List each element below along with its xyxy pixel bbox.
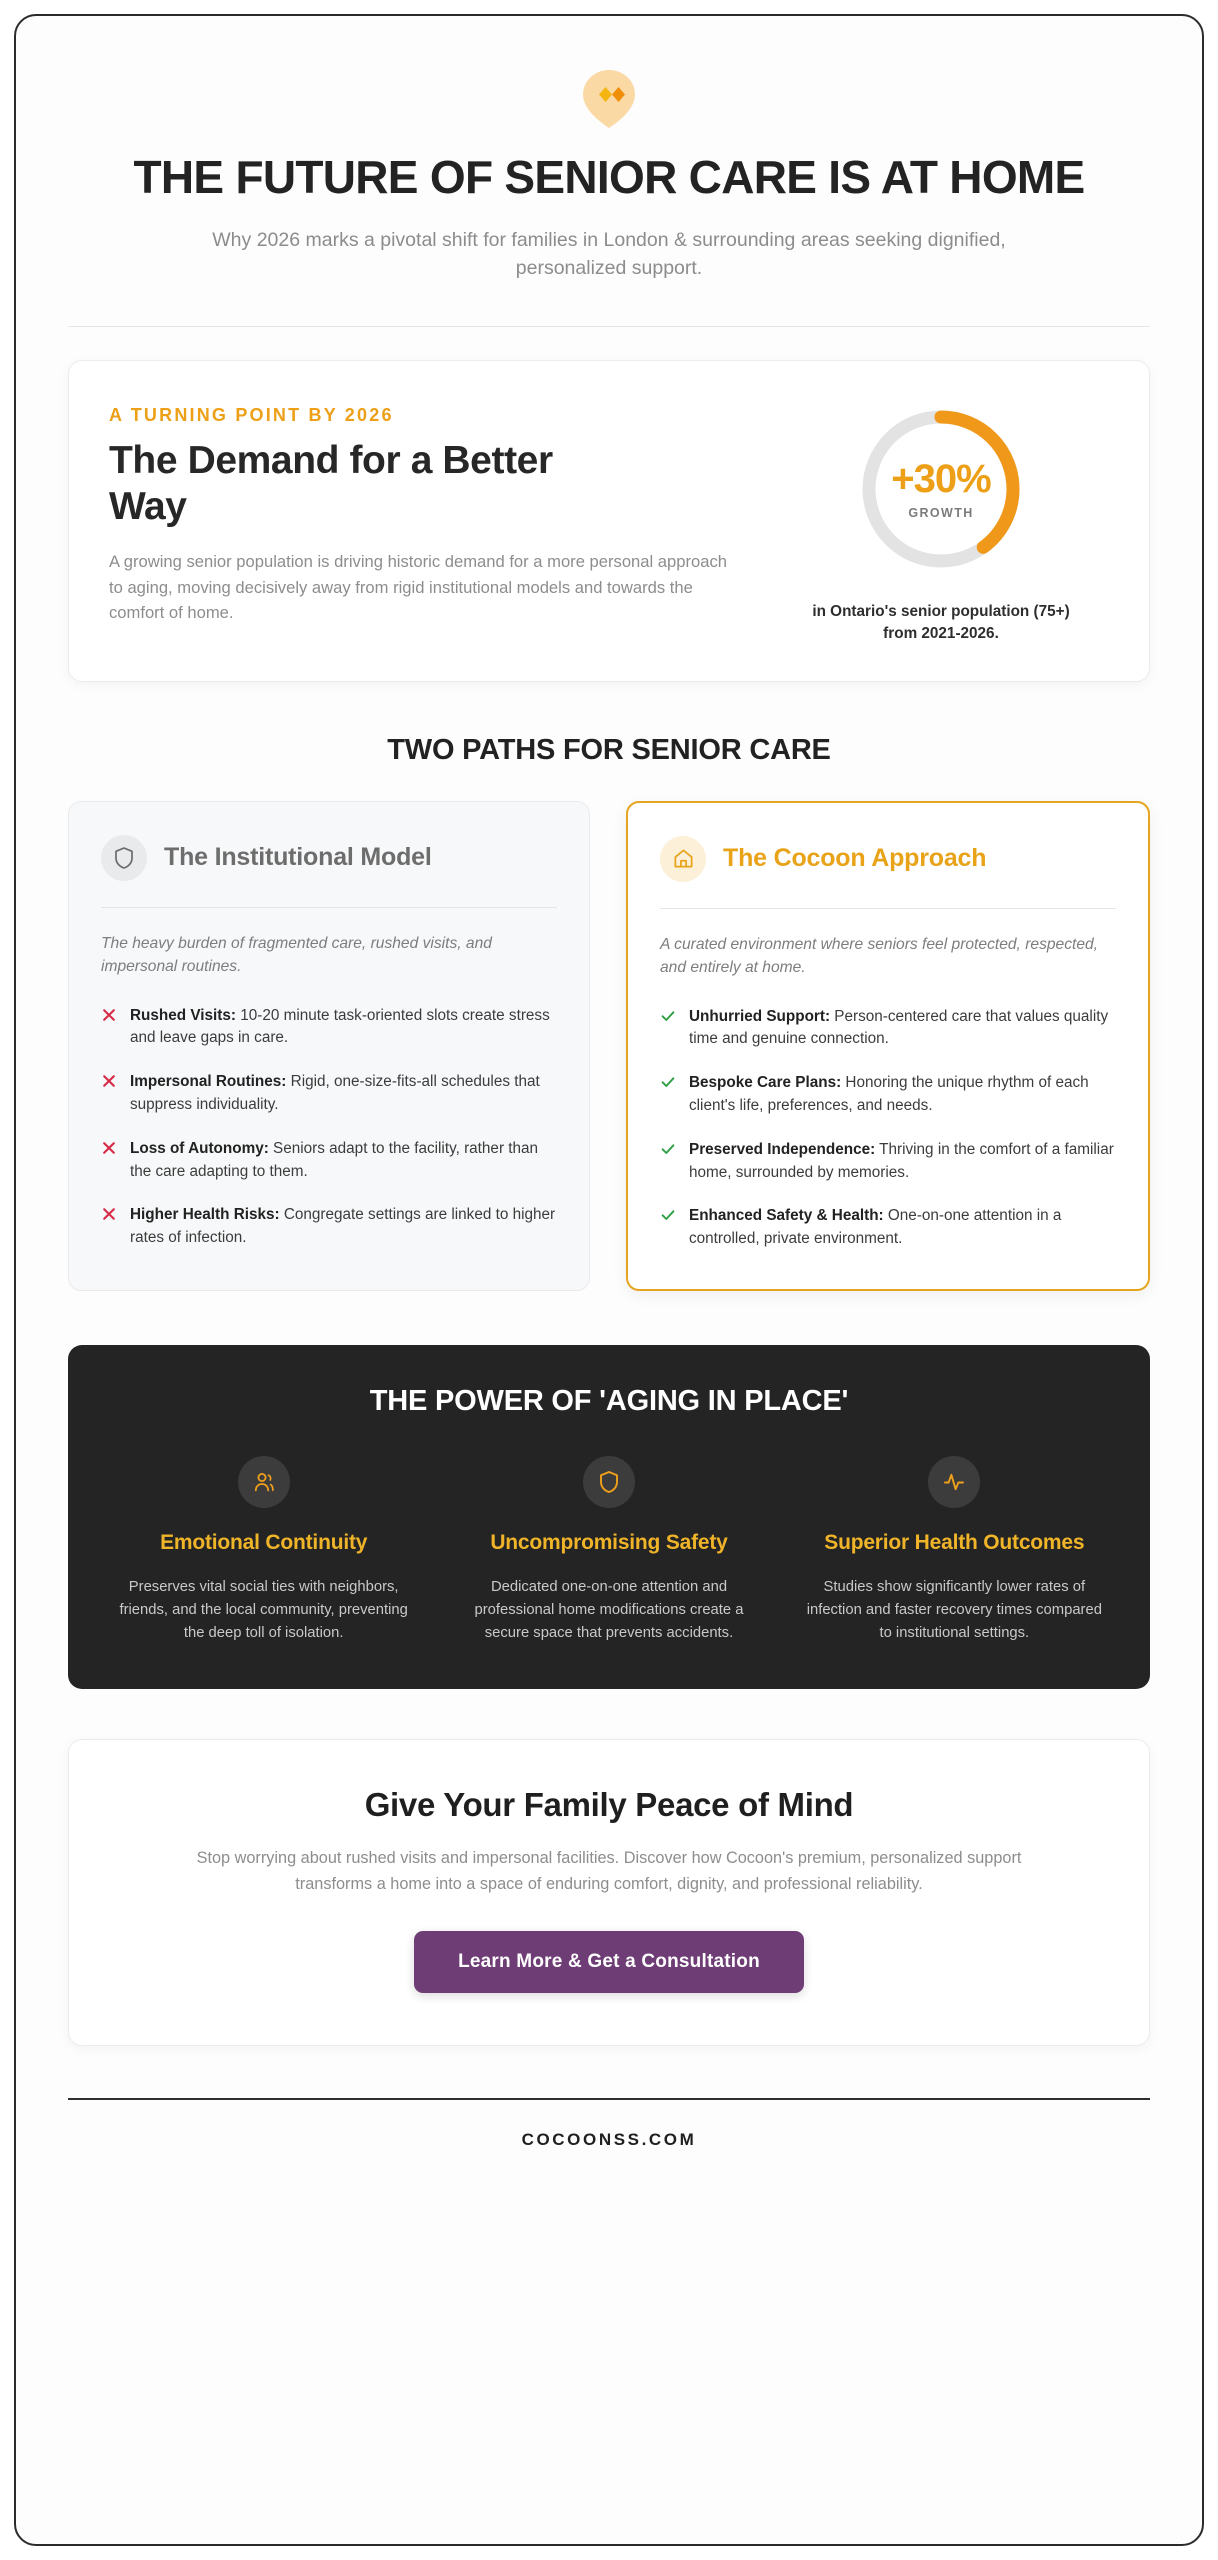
turning-point-heading: The Demand for a Better Way	[109, 439, 553, 528]
list-item-text: Rigid, one-size-fits-all schedules that suppress individuality.	[130, 1073, 540, 1114]
list-item	[660, 1072, 1116, 1118]
list-item-label: Rushed Visits:	[130, 1006, 236, 1024]
path-card-list	[660, 1006, 1116, 1251]
list-item	[101, 1071, 557, 1117]
growth-value: +30%	[891, 456, 991, 501]
pillar-emotional-continuity	[102, 1456, 425, 1645]
paths-row	[68, 801, 1150, 1291]
path-card-lede: The heavy burden of fragmented care, rushed visits, and impersonal routines.	[101, 934, 492, 976]
path-card-institutional	[68, 801, 590, 1291]
growth-caption: in Ontario's senior population (75+) from 2021-2026.	[812, 603, 1070, 643]
pillar-title: Emotional Continuity	[160, 1530, 368, 1554]
list-item	[660, 1006, 1116, 1052]
list-item-label: Enhanced Safety & Health:	[689, 1207, 884, 1225]
growth-label: GROWTH	[908, 505, 974, 520]
header-divider	[68, 326, 1150, 327]
list-item-label: Loss of Autonomy:	[130, 1139, 269, 1157]
list-item-label: Impersonal Routines:	[130, 1073, 287, 1091]
cocoon-teardrop-logo-icon	[581, 68, 637, 130]
page-subtitle: Why 2026 marks a pivotal shift for families in London & surrounding areas seeking dignified, personalized support.	[212, 228, 1006, 279]
path-card-list	[101, 1005, 557, 1250]
turning-point-card	[68, 360, 1150, 681]
pillar-title: Uncompromising Safety	[490, 1530, 728, 1554]
header	[68, 16, 1150, 327]
power-section	[68, 1345, 1150, 1689]
cta-body: Stop worrying about rushed visits and impersonal facilities. Discover how Cocoon's premium, personalized support transforms a home into a space of enduring comfort, dignity, and professional reliability.	[196, 1849, 1022, 1893]
path-card-header	[101, 835, 557, 881]
path-card-lede: A curated environment where seniors feel protected, respected, and entirely at home.	[660, 935, 1099, 977]
cross-icon	[101, 1205, 117, 1223]
check-icon	[660, 1073, 676, 1091]
path-card-divider	[101, 907, 557, 908]
list-item-label: Preserved Independence:	[689, 1140, 876, 1158]
list-item	[101, 1204, 557, 1250]
logo	[68, 68, 1150, 130]
list-item-label: Higher Health Risks:	[130, 1206, 280, 1224]
footer-site: COCOONSS.COM	[521, 2130, 697, 2150]
users-icon	[238, 1456, 290, 1508]
activity-pulse-icon	[928, 1456, 980, 1508]
check-icon	[660, 1007, 676, 1025]
pillar-body: Preserves vital social ties with neighbors, friends, and the local community, preventing the deep toll of isolation.	[119, 1578, 408, 1642]
list-item	[660, 1205, 1116, 1251]
pillar-body: Studies show significantly lower rates of infection and faster recovery times compared to institutional settings.	[806, 1578, 1102, 1642]
list-item-text: One-on-one attention in a controlled, private environment.	[689, 1207, 1062, 1248]
list-item	[101, 1005, 557, 1051]
cta-title: Give Your Family Peace of Mind	[364, 1786, 854, 1824]
list-item-text: Honoring the unique rhythm of each client's life, preferences, and needs.	[689, 1074, 1089, 1115]
shield-icon	[583, 1456, 635, 1508]
list-item	[660, 1139, 1116, 1185]
path-card-cocoon	[626, 801, 1150, 1291]
consultation-button[interactable]: Learn More & Get a Consultation	[414, 1931, 804, 1993]
power-heading: THE POWER OF 'AGING IN PLACE'	[369, 1384, 849, 1417]
power-pillars	[102, 1456, 1116, 1645]
path-card-title: The Institutional Model	[164, 843, 432, 872]
check-icon	[660, 1206, 676, 1224]
cross-icon	[101, 1139, 117, 1157]
list-item-text: Seniors adapt to the facility, rather than the care adapting to them.	[130, 1139, 539, 1180]
list-item-text: Person-centered care that values quality time and genuine connection.	[689, 1007, 1109, 1048]
pillar-title: Superior Health Outcomes	[824, 1530, 1085, 1554]
cross-icon	[101, 1072, 117, 1090]
path-card-title: The Cocoon Approach	[723, 844, 987, 873]
cross-icon	[101, 1006, 117, 1024]
list-item-text: 10-20 minute task-oriented slots create stress and leave gaps in care.	[130, 1006, 550, 1047]
infographic-frame	[14, 14, 1204, 2546]
shield-icon	[101, 835, 147, 881]
list-item	[101, 1138, 557, 1184]
check-icon	[660, 1140, 676, 1158]
list-item-text: Congregate settings are linked to higher rates of infection.	[130, 1206, 556, 1247]
pillar-superior-health-outcomes	[793, 1456, 1116, 1645]
pillar-body: Dedicated one-on-one attention and professional home modifications create a secure space that prevents accidents.	[474, 1578, 744, 1642]
turning-point-text	[109, 399, 745, 626]
home-icon	[660, 836, 706, 882]
donut-center-label	[855, 403, 1027, 575]
list-item-label: Unhurried Support:	[689, 1007, 831, 1025]
path-card-divider	[660, 908, 1116, 909]
cta-card	[68, 1739, 1150, 2046]
turning-point-body: A growing senior population is driving historic demand for a more personal approach to aging, moving decisively away from rigid institutional models and towards the comfort of home.	[109, 551, 728, 623]
page-title: THE FUTURE OF SENIOR CARE IS AT HOME	[133, 151, 1085, 203]
growth-stat	[773, 399, 1109, 644]
list-item-label: Bespoke Care Plans:	[689, 1074, 842, 1092]
pillar-uncompromising-safety	[447, 1456, 770, 1645]
turning-point-eyebrow: A TURNING POINT BY 2026	[109, 405, 394, 426]
path-card-header	[660, 836, 1116, 882]
paths-heading: TWO PATHS FOR SENIOR CARE	[387, 733, 831, 766]
list-item-text: Thriving in the comfort of a familiar home, surrounded by memories.	[689, 1140, 1114, 1181]
growth-donut-chart	[855, 403, 1027, 575]
